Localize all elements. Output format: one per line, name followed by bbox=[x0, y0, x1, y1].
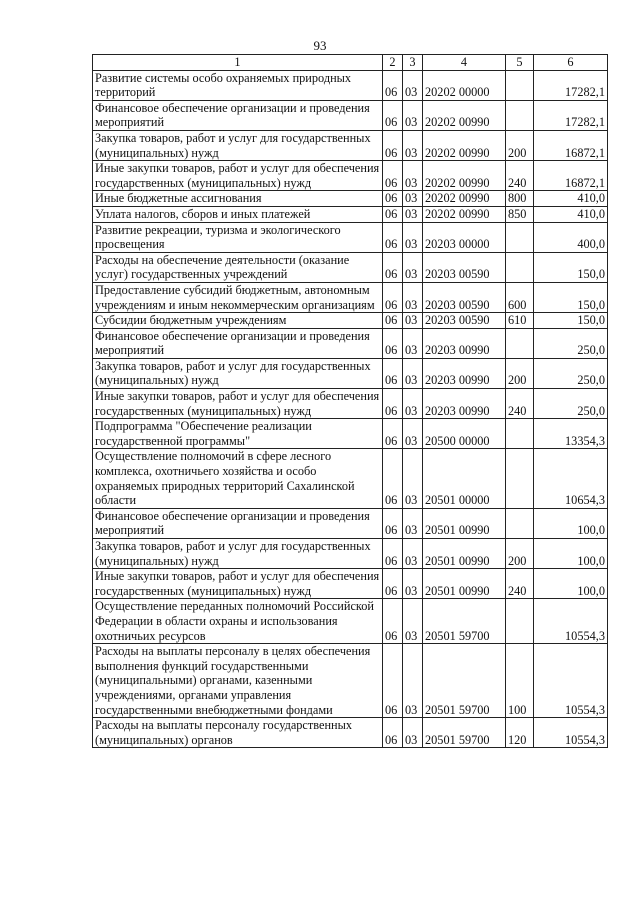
row-amount-cell: 17282,1 bbox=[534, 70, 608, 100]
row-name-cell: Развитие системы особо охраняемых природных территорий bbox=[93, 70, 383, 100]
table-row bbox=[93, 569, 608, 599]
row-section-cell: 06 bbox=[383, 569, 403, 599]
row-expense-type-cell: 240 bbox=[506, 389, 534, 419]
row-target-article-cell: 20202 00990 bbox=[423, 130, 506, 160]
row-amount-cell: 100,0 bbox=[534, 569, 608, 599]
table-row bbox=[93, 508, 608, 538]
row-section-cell: 06 bbox=[383, 206, 403, 222]
row-section-cell: 06 bbox=[383, 389, 403, 419]
row-target-article-cell: 20203 00590 bbox=[423, 252, 506, 282]
row-target-article-cell: 20501 59700 bbox=[423, 718, 506, 748]
table-row bbox=[93, 449, 608, 508]
row-name-cell: Финансовое обеспечение организации и проведения мероприятий bbox=[93, 328, 383, 358]
table-row bbox=[93, 718, 608, 748]
row-subsection-cell: 03 bbox=[403, 191, 423, 207]
row-section-cell: 06 bbox=[383, 539, 403, 569]
row-section-cell: 06 bbox=[383, 100, 403, 130]
row-name-cell: Иные бюджетные ассигнования bbox=[93, 191, 383, 207]
row-name-cell: Уплата налогов, сборов и иных платежей bbox=[93, 206, 383, 222]
row-name-cell: Иные закупки товаров, работ и услуг для обеспечения государственных (муниципальных) нужд bbox=[93, 161, 383, 191]
row-target-article-cell: 20202 00000 bbox=[423, 70, 506, 100]
row-name-cell: Расходы на выплаты персоналу государственных (муниципальных) органов bbox=[93, 718, 383, 748]
table-row bbox=[93, 389, 608, 419]
table-row bbox=[93, 252, 608, 282]
table-row bbox=[93, 419, 608, 449]
row-amount-cell: 150,0 bbox=[534, 313, 608, 329]
row-subsection-cell: 03 bbox=[403, 599, 423, 644]
row-expense-type-cell: 800 bbox=[506, 191, 534, 207]
row-amount-cell: 10554,3 bbox=[534, 644, 608, 718]
row-expense-type-cell bbox=[506, 449, 534, 508]
table-row bbox=[93, 599, 608, 644]
row-subsection-cell: 03 bbox=[403, 449, 423, 508]
row-expense-type-cell: 240 bbox=[506, 161, 534, 191]
row-name-cell: Расходы на обеспечение деятельности (оказание услуг) государственных учреждений bbox=[93, 252, 383, 282]
row-expense-type-cell bbox=[506, 252, 534, 282]
row-section-cell: 06 bbox=[383, 644, 403, 718]
row-target-article-cell: 20501 00990 bbox=[423, 539, 506, 569]
row-expense-type-cell: 850 bbox=[506, 206, 534, 222]
row-name-cell: Расходы на выплаты персоналу в целях обеспечения выполнения функций государственными (муниципальными) органами, казенными учреждениями, органами управления государственными внебюджетными фондами bbox=[93, 644, 383, 718]
row-amount-cell: 16872,1 bbox=[534, 161, 608, 191]
row-section-cell: 06 bbox=[383, 222, 403, 252]
row-section-cell: 06 bbox=[383, 718, 403, 748]
row-expense-type-cell: 200 bbox=[506, 130, 534, 160]
row-expense-type-cell bbox=[506, 100, 534, 130]
table-row bbox=[93, 161, 608, 191]
table-row bbox=[93, 313, 608, 329]
row-expense-type-cell: 120 bbox=[506, 718, 534, 748]
row-name-cell: Осуществление полномочий в сфере лесного комплекса, охотничьего хозяйства и особо охраняемых природных территорий Сахалинской области bbox=[93, 449, 383, 508]
row-amount-cell: 250,0 bbox=[534, 389, 608, 419]
row-name-cell: Иные закупки товаров, работ и услуг для обеспечения государственных (муниципальных) нужд bbox=[93, 569, 383, 599]
row-expense-type-cell: 200 bbox=[506, 539, 534, 569]
row-amount-cell: 410,0 bbox=[534, 191, 608, 207]
row-target-article-cell: 20202 00990 bbox=[423, 191, 506, 207]
row-name-cell: Осуществление переданных полномочий Российской Федерации в области охраны и использования охотничьих ресурсов bbox=[93, 599, 383, 644]
header-col-4: 4 bbox=[423, 55, 506, 71]
row-target-article-cell: 20501 59700 bbox=[423, 644, 506, 718]
row-subsection-cell: 03 bbox=[403, 222, 423, 252]
header-col-5: 5 bbox=[506, 55, 534, 71]
row-section-cell: 06 bbox=[383, 282, 403, 312]
row-expense-type-cell: 200 bbox=[506, 358, 534, 388]
row-expense-type-cell bbox=[506, 599, 534, 644]
row-section-cell: 06 bbox=[383, 599, 403, 644]
row-expense-type-cell bbox=[506, 222, 534, 252]
row-amount-cell: 400,0 bbox=[534, 222, 608, 252]
row-section-cell: 06 bbox=[383, 358, 403, 388]
table-row bbox=[93, 100, 608, 130]
row-name-cell: Иные закупки товаров, работ и услуг для обеспечения государственных (муниципальных) нужд bbox=[93, 389, 383, 419]
table-row bbox=[93, 222, 608, 252]
row-amount-cell: 150,0 bbox=[534, 282, 608, 312]
row-section-cell: 06 bbox=[383, 161, 403, 191]
row-subsection-cell: 03 bbox=[403, 252, 423, 282]
row-target-article-cell: 20501 59700 bbox=[423, 599, 506, 644]
row-target-article-cell: 20202 00990 bbox=[423, 161, 506, 191]
row-expense-type-cell: 100 bbox=[506, 644, 534, 718]
row-target-article-cell: 20500 00000 bbox=[423, 419, 506, 449]
row-subsection-cell: 03 bbox=[403, 419, 423, 449]
row-section-cell: 06 bbox=[383, 508, 403, 538]
row-target-article-cell: 20203 00990 bbox=[423, 389, 506, 419]
table-row bbox=[93, 282, 608, 312]
row-section-cell: 06 bbox=[383, 313, 403, 329]
table-row bbox=[93, 328, 608, 358]
row-subsection-cell: 03 bbox=[403, 389, 423, 419]
header-col-3: 3 bbox=[403, 55, 423, 71]
row-expense-type-cell: 610 bbox=[506, 313, 534, 329]
row-target-article-cell: 20203 00590 bbox=[423, 313, 506, 329]
row-amount-cell: 10554,3 bbox=[534, 718, 608, 748]
row-subsection-cell: 03 bbox=[403, 358, 423, 388]
row-name-cell: Развитие рекреации, туризма и экологического просвещения bbox=[93, 222, 383, 252]
row-expense-type-cell: 240 bbox=[506, 569, 534, 599]
header-col-2: 2 bbox=[383, 55, 403, 71]
table-row bbox=[93, 191, 608, 207]
row-target-article-cell: 20501 00990 bbox=[423, 508, 506, 538]
table-row bbox=[93, 539, 608, 569]
row-section-cell: 06 bbox=[383, 191, 403, 207]
header-col-1: 1 bbox=[93, 55, 383, 71]
row-amount-cell: 150,0 bbox=[534, 252, 608, 282]
row-target-article-cell: 20203 00990 bbox=[423, 358, 506, 388]
row-subsection-cell: 03 bbox=[403, 328, 423, 358]
row-subsection-cell: 03 bbox=[403, 313, 423, 329]
row-target-article-cell: 20501 00990 bbox=[423, 569, 506, 599]
row-section-cell: 06 bbox=[383, 70, 403, 100]
row-subsection-cell: 03 bbox=[403, 70, 423, 100]
row-subsection-cell: 03 bbox=[403, 161, 423, 191]
header-col-6: 6 bbox=[534, 55, 608, 71]
row-target-article-cell: 20202 00990 bbox=[423, 206, 506, 222]
row-amount-cell: 10554,3 bbox=[534, 599, 608, 644]
row-target-article-cell: 20501 00000 bbox=[423, 449, 506, 508]
row-target-article-cell: 20203 00590 bbox=[423, 282, 506, 312]
row-section-cell: 06 bbox=[383, 130, 403, 160]
row-subsection-cell: 03 bbox=[403, 130, 423, 160]
row-section-cell: 06 bbox=[383, 449, 403, 508]
row-name-cell: Предоставление субсидий бюджетным, автономным учреждениям и иным некоммерческим организациям bbox=[93, 282, 383, 312]
table-body bbox=[93, 70, 608, 748]
table-row bbox=[93, 358, 608, 388]
row-target-article-cell: 20203 00990 bbox=[423, 328, 506, 358]
row-name-cell: Закупка товаров, работ и услуг для государственных (муниципальных) нужд bbox=[93, 130, 383, 160]
row-name-cell: Финансовое обеспечение организации и проведения мероприятий bbox=[93, 508, 383, 538]
row-subsection-cell: 03 bbox=[403, 569, 423, 599]
row-subsection-cell: 03 bbox=[403, 282, 423, 312]
row-name-cell: Подпрограмма "Обеспечение реализации государственной программы" bbox=[93, 419, 383, 449]
table-row bbox=[93, 130, 608, 160]
row-subsection-cell: 03 bbox=[403, 508, 423, 538]
row-amount-cell: 410,0 bbox=[534, 206, 608, 222]
row-section-cell: 06 bbox=[383, 419, 403, 449]
row-name-cell: Субсидии бюджетным учреждениям bbox=[93, 313, 383, 329]
row-amount-cell: 250,0 bbox=[534, 358, 608, 388]
row-expense-type-cell bbox=[506, 508, 534, 538]
row-subsection-cell: 03 bbox=[403, 718, 423, 748]
row-section-cell: 06 bbox=[383, 252, 403, 282]
table-header bbox=[93, 55, 608, 71]
row-expense-type-cell bbox=[506, 328, 534, 358]
row-section-cell: 06 bbox=[383, 328, 403, 358]
row-subsection-cell: 03 bbox=[403, 206, 423, 222]
row-amount-cell: 100,0 bbox=[534, 539, 608, 569]
row-name-cell: Закупка товаров, работ и услуг для государственных (муниципальных) нужд bbox=[93, 358, 383, 388]
page-number: 93 bbox=[313, 38, 327, 53]
row-amount-cell: 17282,1 bbox=[534, 100, 608, 130]
row-amount-cell: 250,0 bbox=[534, 328, 608, 358]
row-amount-cell: 100,0 bbox=[534, 508, 608, 538]
row-name-cell: Финансовое обеспечение организации и проведения мероприятий bbox=[93, 100, 383, 130]
row-expense-type-cell: 600 bbox=[506, 282, 534, 312]
table-row bbox=[93, 644, 608, 718]
row-target-article-cell: 20203 00000 bbox=[423, 222, 506, 252]
row-target-article-cell: 20202 00990 bbox=[423, 100, 506, 130]
row-amount-cell: 10654,3 bbox=[534, 449, 608, 508]
table-row bbox=[93, 70, 608, 100]
budget-table bbox=[92, 54, 608, 748]
row-expense-type-cell bbox=[506, 419, 534, 449]
row-subsection-cell: 03 bbox=[403, 644, 423, 718]
row-amount-cell: 16872,1 bbox=[534, 130, 608, 160]
row-amount-cell: 13354,3 bbox=[534, 419, 608, 449]
row-subsection-cell: 03 bbox=[403, 539, 423, 569]
row-subsection-cell: 03 bbox=[403, 100, 423, 130]
row-expense-type-cell bbox=[506, 70, 534, 100]
row-name-cell: Закупка товаров, работ и услуг для государственных (муниципальных) нужд bbox=[93, 539, 383, 569]
table-row bbox=[93, 206, 608, 222]
